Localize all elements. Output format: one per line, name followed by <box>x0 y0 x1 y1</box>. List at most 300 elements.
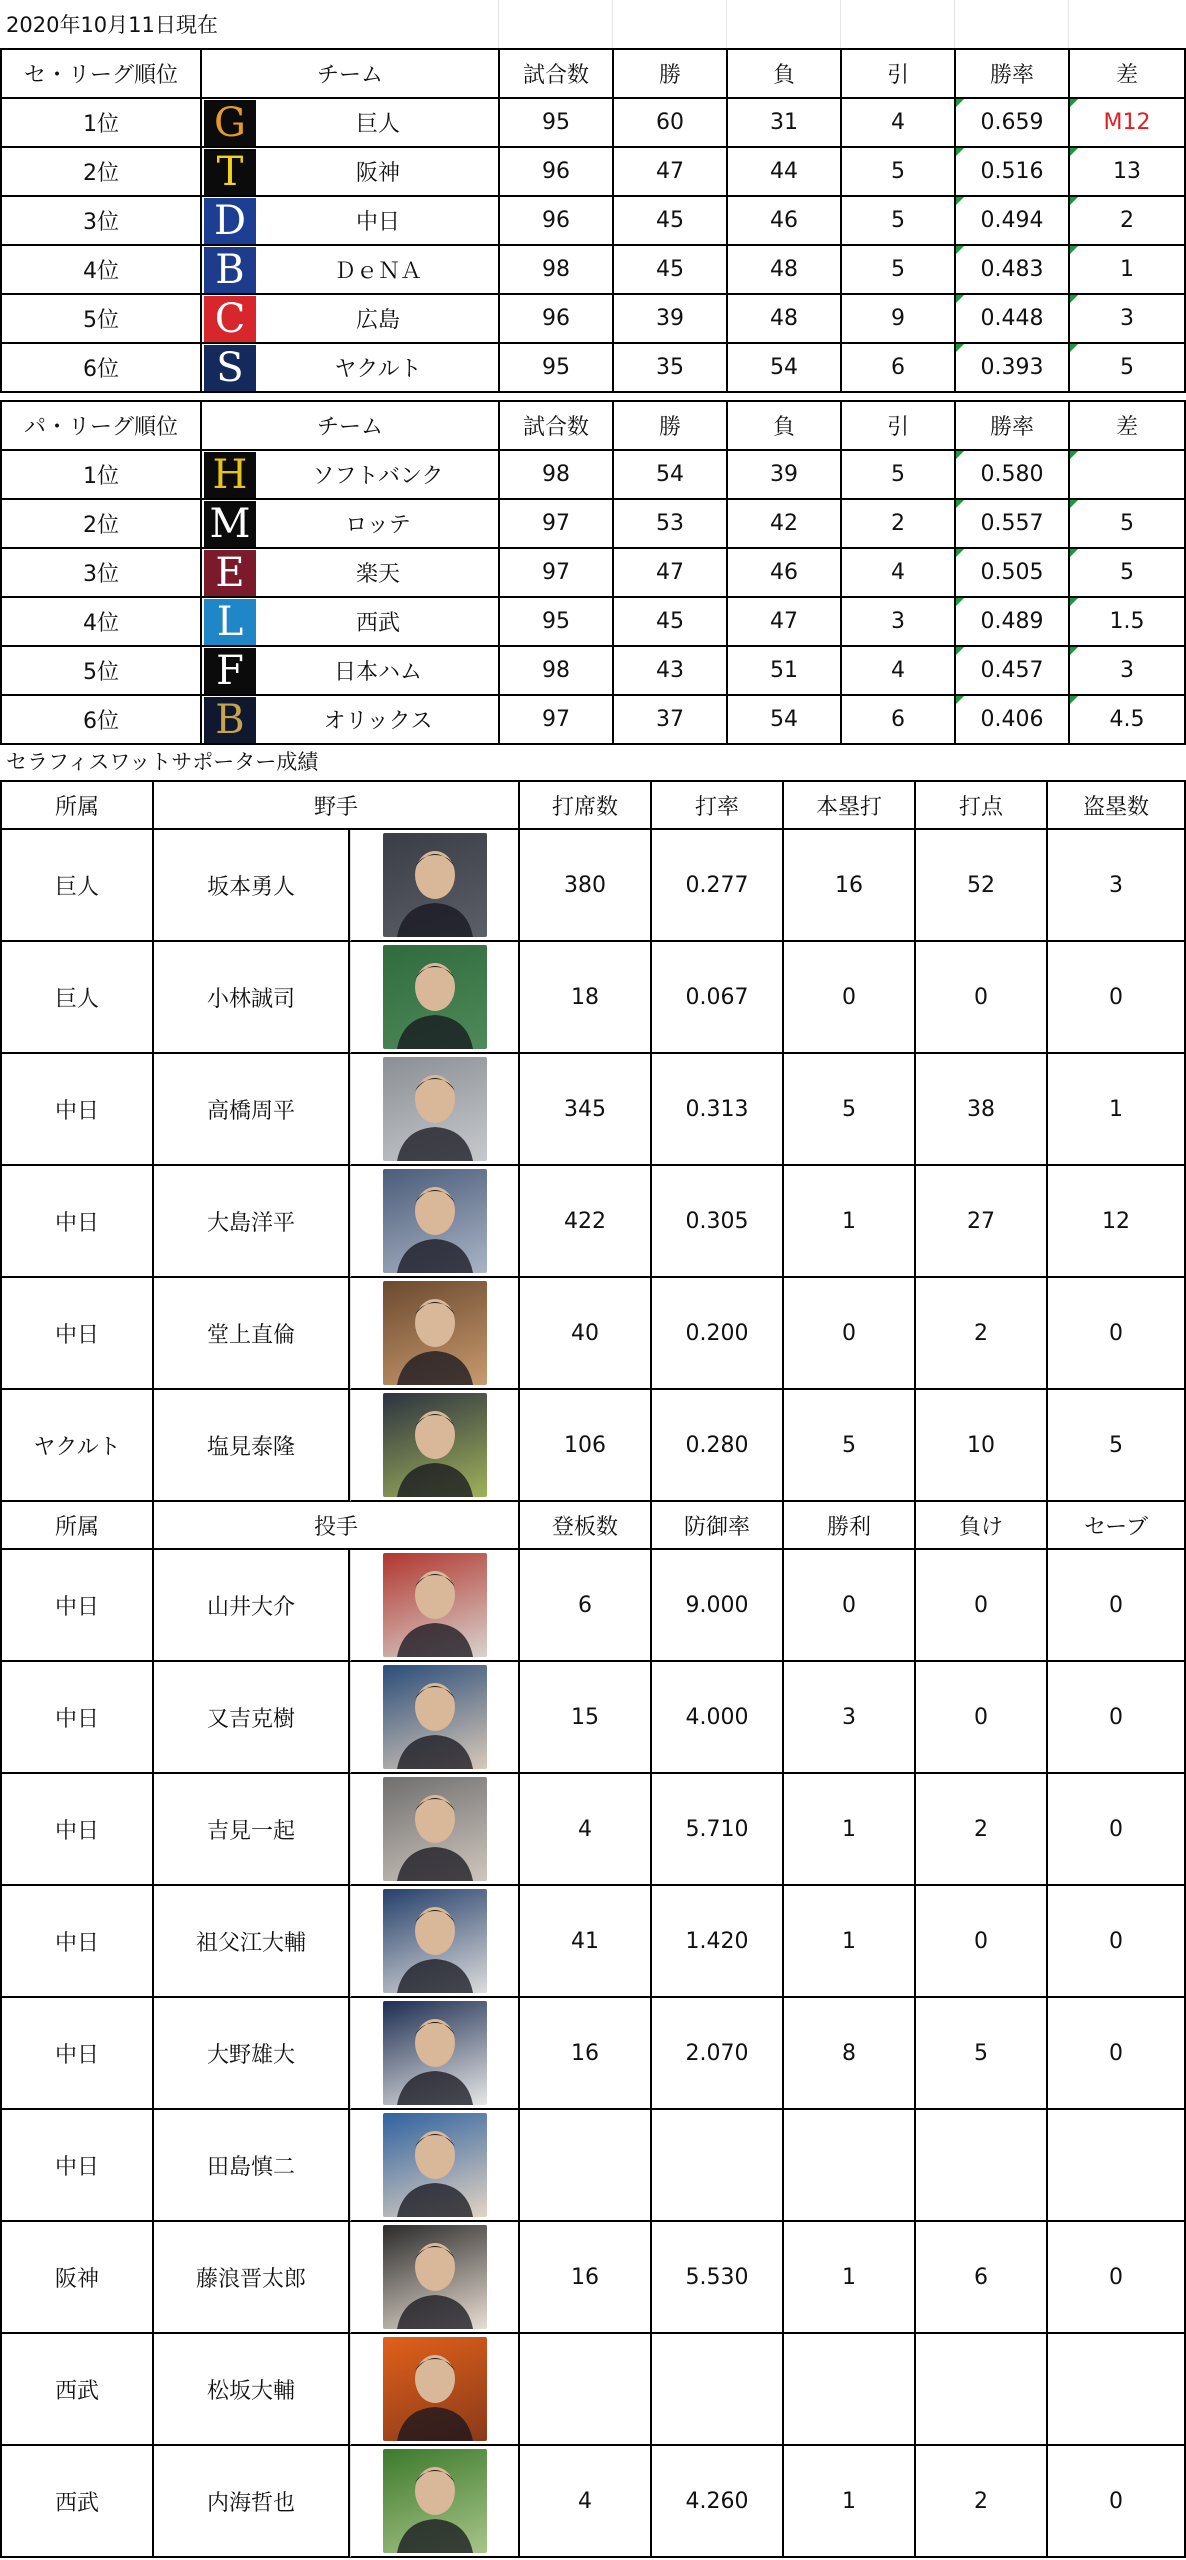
team-header: 所属 <box>2 1502 154 1550</box>
player-sb-cell: 3 <box>1048 830 1186 942</box>
standings-games-cell: 95 <box>500 344 614 393</box>
standings-rank-cell: 6位 <box>2 696 202 745</box>
standings-games-cell: 95 <box>500 598 614 647</box>
standings-rank-cell: 6位 <box>2 344 202 393</box>
player-photo <box>383 2337 487 2441</box>
player-era-cell: 9.000 <box>652 1550 784 1662</box>
standings-team-cell: ソフトバンク <box>202 451 500 500</box>
player-avg-cell: 0.313 <box>652 1054 784 1166</box>
player-photo <box>383 2449 487 2553</box>
player-g-cell: 16 <box>520 2222 652 2334</box>
player-w-cell <box>784 2334 916 2446</box>
player-photo-cell <box>350 2222 520 2334</box>
cell-marker-icon <box>956 451 964 459</box>
player-hr-cell: 1 <box>784 1166 916 1278</box>
pa-header: 打席数 <box>520 782 652 830</box>
player-silhouette-icon <box>383 2225 487 2329</box>
team-logo-icon: D <box>204 198 256 244</box>
pct-header: 勝率 <box>956 402 1070 451</box>
player-team-cell: 中日 <box>2 1278 154 1390</box>
cell-marker-icon <box>1070 647 1078 655</box>
cell-marker-icon <box>1070 696 1078 704</box>
player-team-cell: 阪神 <box>2 2222 154 2334</box>
divider <box>498 0 499 48</box>
standings-loss-cell: 46 <box>728 549 842 598</box>
standings-games-cell: 98 <box>500 246 614 295</box>
standings-win-cell: 37 <box>614 696 728 745</box>
standings-pct-cell: 0.557 <box>956 500 1070 549</box>
standings-draw-cell: 2 <box>842 500 956 549</box>
standings-gb-cell: M12 <box>1070 99 1186 148</box>
date-header: 2020年10月11日現在 <box>6 13 218 37</box>
loss-header: 負 <box>728 402 842 451</box>
player-silhouette-icon <box>383 1169 487 1273</box>
player-team-cell: ヤクルト <box>2 1390 154 1502</box>
player-photo-cell <box>350 1886 520 1998</box>
draw-header: 引 <box>842 402 956 451</box>
rbi-header: 打点 <box>916 782 1048 830</box>
player-name-cell: 田島慎二 <box>154 2110 350 2222</box>
player-hr-cell: 5 <box>784 1054 916 1166</box>
team-logo-icon: B <box>204 247 256 293</box>
wins-header: 勝利 <box>784 1502 916 1550</box>
hr-header: 本塁打 <box>784 782 916 830</box>
standings-win-cell: 60 <box>614 99 728 148</box>
standings-rank-cell: 3位 <box>2 549 202 598</box>
cell-marker-icon <box>956 99 964 107</box>
player-team-cell: 西武 <box>2 2446 154 2558</box>
player-pa-cell: 40 <box>520 1278 652 1390</box>
player-team-cell: 中日 <box>2 1550 154 1662</box>
player-l-cell: 0 <box>916 1886 1048 1998</box>
player-team-cell: 西武 <box>2 2334 154 2446</box>
player-silhouette-icon <box>383 2113 487 2217</box>
player-hr-cell: 0 <box>784 942 916 1054</box>
rank-header: セ・リーグ順位 <box>2 50 202 99</box>
standings-pct-cell: 0.448 <box>956 295 1070 344</box>
player-g-cell <box>520 2110 652 2222</box>
standings-gb-cell: 1.5 <box>1070 598 1186 647</box>
gb-header: 差 <box>1070 402 1186 451</box>
cell-marker-icon <box>956 246 964 254</box>
player-silhouette-icon <box>383 2337 487 2441</box>
player-g-cell <box>520 2334 652 2446</box>
player-name-cell: 又吉克樹 <box>154 1662 350 1774</box>
cell-marker-icon <box>956 295 964 303</box>
standings-team-cell: ＤｅＮＡ <box>202 246 500 295</box>
batters-stats-table <box>0 780 1186 2558</box>
player-avg-cell: 0.305 <box>652 1166 784 1278</box>
standings-team-cell: 日本ハム <box>202 647 500 696</box>
standings-win-cell: 53 <box>614 500 728 549</box>
standings-gb-cell: 5 <box>1070 344 1186 393</box>
player-photo-cell <box>350 1774 520 1886</box>
cell-marker-icon <box>1070 451 1078 459</box>
standings-rank-cell: 5位 <box>2 295 202 344</box>
team-logo-icon: G <box>204 100 256 146</box>
player-sb-cell: 5 <box>1048 1390 1186 1502</box>
divider <box>612 0 613 48</box>
win-header: 勝 <box>614 402 728 451</box>
player-name-cell: 藤浪晋太郎 <box>154 2222 350 2334</box>
standings-draw-cell: 5 <box>842 246 956 295</box>
standings-win-cell: 54 <box>614 451 728 500</box>
player-name-cell: 山井大介 <box>154 1550 350 1662</box>
player-photo-cell <box>350 2446 520 2558</box>
player-photo <box>383 1393 487 1497</box>
player-name-cell: 吉見一起 <box>154 1774 350 1886</box>
standings-loss-cell: 39 <box>728 451 842 500</box>
cell-marker-icon <box>1070 246 1078 254</box>
player-photo <box>383 1281 487 1385</box>
team-logo-icon: H <box>204 452 256 498</box>
player-team-cell: 中日 <box>2 1774 154 1886</box>
standings-pct-cell: 0.457 <box>956 647 1070 696</box>
standings-gb-cell: 2 <box>1070 197 1186 246</box>
player-hr-cell: 5 <box>784 1390 916 1502</box>
cell-marker-icon <box>1070 598 1078 606</box>
standings-draw-cell: 6 <box>842 696 956 745</box>
standings-draw-cell: 5 <box>842 197 956 246</box>
sb-header: 盗塁数 <box>1048 782 1186 830</box>
standings-draw-cell: 5 <box>842 451 956 500</box>
team-logo-icon: S <box>204 345 256 391</box>
standings-gb-cell: 3 <box>1070 647 1186 696</box>
player-era-cell: 2.070 <box>652 1998 784 2110</box>
player-sv-cell: 0 <box>1048 1774 1186 1886</box>
standings-pct-cell: 0.505 <box>956 549 1070 598</box>
games-header: 試合数 <box>500 402 614 451</box>
player-pa-cell: 380 <box>520 830 652 942</box>
standings-pct-cell: 0.393 <box>956 344 1070 393</box>
player-photo <box>383 2001 487 2105</box>
standings-loss-cell: 31 <box>728 99 842 148</box>
standings-gb-cell: 5 <box>1070 500 1186 549</box>
player-rbi-cell: 52 <box>916 830 1048 942</box>
player-w-cell: 1 <box>784 2222 916 2334</box>
standings-rank-cell: 5位 <box>2 647 202 696</box>
standings-pct-cell: 0.406 <box>956 696 1070 745</box>
standings-pct-cell: 0.483 <box>956 246 1070 295</box>
standings-games-cell: 96 <box>500 148 614 197</box>
player-photo-cell <box>350 1390 520 1502</box>
standings-games-cell: 96 <box>500 295 614 344</box>
cell-marker-icon <box>1070 500 1078 508</box>
player-photo <box>383 1057 487 1161</box>
standings-draw-cell: 3 <box>842 598 956 647</box>
player-rbi-cell: 0 <box>916 942 1048 1054</box>
player-l-cell <box>916 2110 1048 2222</box>
era-header: 防御率 <box>652 1502 784 1550</box>
cell-marker-icon <box>956 500 964 508</box>
player-sb-cell: 0 <box>1048 942 1186 1054</box>
standings-rank-cell: 2位 <box>2 500 202 549</box>
losses-header: 負け <box>916 1502 1048 1550</box>
standings-games-cell: 98 <box>500 647 614 696</box>
team-header: チーム <box>202 402 500 451</box>
player-era-cell: 4.260 <box>652 2446 784 2558</box>
cell-marker-icon <box>956 344 964 352</box>
cell-marker-icon <box>1070 295 1078 303</box>
cell-marker-icon <box>956 598 964 606</box>
player-silhouette-icon <box>383 1553 487 1657</box>
divider <box>726 0 727 48</box>
player-pa-cell: 345 <box>520 1054 652 1166</box>
player-w-cell: 3 <box>784 1662 916 1774</box>
standings-games-cell: 97 <box>500 696 614 745</box>
rank-header: パ・リーグ順位 <box>2 402 202 451</box>
player-w-cell: 1 <box>784 2446 916 2558</box>
standings-pct-cell: 0.516 <box>956 148 1070 197</box>
standings-rank-cell: 4位 <box>2 246 202 295</box>
player-era-cell: 1.420 <box>652 1886 784 1998</box>
player-name-cell: 小林誠司 <box>154 942 350 1054</box>
central-league-standings-table <box>0 48 1186 393</box>
player-photo <box>383 1665 487 1769</box>
player-name-cell: 坂本勇人 <box>154 830 350 942</box>
standings-team-cell: 広島 <box>202 295 500 344</box>
saves-header: セーブ <box>1048 1502 1186 1550</box>
player-rbi-cell: 10 <box>916 1390 1048 1502</box>
games-pitched-header: 登板数 <box>520 1502 652 1550</box>
batter-header: 野手 <box>154 782 520 830</box>
standings-pct-cell: 0.489 <box>956 598 1070 647</box>
player-w-cell: 0 <box>784 1550 916 1662</box>
standings-rank-cell: 4位 <box>2 598 202 647</box>
player-rbi-cell: 2 <box>916 1278 1048 1390</box>
standings-pct-cell: 0.494 <box>956 197 1070 246</box>
standings-win-cell: 47 <box>614 148 728 197</box>
standings-gb-cell: 3 <box>1070 295 1186 344</box>
player-avg-cell: 0.277 <box>652 830 784 942</box>
player-pa-cell: 18 <box>520 942 652 1054</box>
standings-loss-cell: 54 <box>728 344 842 393</box>
player-silhouette-icon <box>383 2449 487 2553</box>
player-name-cell: 堂上直倫 <box>154 1278 350 1390</box>
cell-marker-icon <box>956 647 964 655</box>
player-era-cell: 5.710 <box>652 1774 784 1886</box>
standings-team-cell: 西武 <box>202 598 500 647</box>
team-header: チーム <box>202 50 500 99</box>
player-sv-cell <box>1048 2110 1186 2222</box>
standings-gb-cell: 1 <box>1070 246 1186 295</box>
player-w-cell <box>784 2110 916 2222</box>
player-photo <box>383 1553 487 1657</box>
player-sv-cell: 0 <box>1048 2222 1186 2334</box>
standings-games-cell: 98 <box>500 451 614 500</box>
standings-games-cell: 97 <box>500 500 614 549</box>
player-sb-cell: 1 <box>1048 1054 1186 1166</box>
standings-loss-cell: 47 <box>728 598 842 647</box>
player-sv-cell: 0 <box>1048 1998 1186 2110</box>
player-sv-cell <box>1048 2334 1186 2446</box>
cell-marker-icon <box>956 696 964 704</box>
standings-team-cell: 中日 <box>202 197 500 246</box>
player-rbi-cell: 27 <box>916 1166 1048 1278</box>
player-photo-cell <box>350 2334 520 2446</box>
pacific-league-standings-table <box>0 400 1186 745</box>
standings-draw-cell: 4 <box>842 99 956 148</box>
standings-pct-cell: 0.580 <box>956 451 1070 500</box>
player-sv-cell: 0 <box>1048 1550 1186 1662</box>
player-silhouette-icon <box>383 2001 487 2105</box>
standings-games-cell: 96 <box>500 197 614 246</box>
player-silhouette-icon <box>383 945 487 1049</box>
player-photo <box>383 2225 487 2329</box>
player-era-cell <box>652 2110 784 2222</box>
standings-win-cell: 45 <box>614 246 728 295</box>
player-avg-cell: 0.067 <box>652 942 784 1054</box>
standings-win-cell: 39 <box>614 295 728 344</box>
standings-gb-cell <box>1070 451 1186 500</box>
player-era-cell: 4.000 <box>652 1662 784 1774</box>
player-name-cell: 大野雄大 <box>154 1998 350 2110</box>
divider <box>954 0 955 48</box>
standings-pct-cell: 0.659 <box>956 99 1070 148</box>
divider <box>840 0 841 48</box>
cell-marker-icon <box>1070 344 1078 352</box>
player-g-cell: 15 <box>520 1662 652 1774</box>
player-photo-cell <box>350 1662 520 1774</box>
player-team-cell: 巨人 <box>2 942 154 1054</box>
player-team-cell: 中日 <box>2 1662 154 1774</box>
player-name-cell: 大島洋平 <box>154 1166 350 1278</box>
player-l-cell: 2 <box>916 2446 1048 2558</box>
player-hr-cell: 16 <box>784 830 916 942</box>
player-team-cell: 中日 <box>2 1886 154 1998</box>
player-photo-cell <box>350 830 520 942</box>
player-era-cell: 5.530 <box>652 2222 784 2334</box>
player-name-cell: 塩見泰隆 <box>154 1390 350 1502</box>
cell-marker-icon <box>1070 197 1078 205</box>
standings-draw-cell: 6 <box>842 344 956 393</box>
player-g-cell: 4 <box>520 2446 652 2558</box>
cell-marker-icon <box>956 148 964 156</box>
player-name-cell: 松坂大輔 <box>154 2334 350 2446</box>
team-header: 所属 <box>2 782 154 830</box>
player-l-cell: 6 <box>916 2222 1048 2334</box>
player-photo-cell <box>350 1166 520 1278</box>
player-team-cell: 巨人 <box>2 830 154 942</box>
player-photo <box>383 1889 487 1993</box>
player-w-cell: 8 <box>784 1998 916 2110</box>
player-avg-cell: 0.200 <box>652 1278 784 1390</box>
player-avg-cell: 0.280 <box>652 1390 784 1502</box>
loss-header: 負 <box>728 50 842 99</box>
player-photo-cell <box>350 1998 520 2110</box>
standings-rank-cell: 2位 <box>2 148 202 197</box>
win-header: 勝 <box>614 50 728 99</box>
player-team-cell: 中日 <box>2 1166 154 1278</box>
player-l-cell <box>916 2334 1048 2446</box>
player-l-cell: 0 <box>916 1550 1048 1662</box>
standings-team-cell: 楽天 <box>202 549 500 598</box>
player-sv-cell: 0 <box>1048 2446 1186 2558</box>
player-photo-cell <box>350 942 520 1054</box>
date-header-row <box>0 0 1186 48</box>
standings-gb-cell: 4.5 <box>1070 696 1186 745</box>
standings-team-cell: オリックス <box>202 696 500 745</box>
player-silhouette-icon <box>383 1057 487 1161</box>
player-l-cell: 0 <box>916 1662 1048 1774</box>
standings-rank-cell: 3位 <box>2 197 202 246</box>
standings-games-cell: 95 <box>500 99 614 148</box>
player-name-cell: 高橋周平 <box>154 1054 350 1166</box>
cell-marker-icon <box>1070 99 1078 107</box>
team-logo-icon: M <box>204 501 256 547</box>
player-photo-cell <box>350 1278 520 1390</box>
standings-games-cell: 97 <box>500 549 614 598</box>
player-era-cell <box>652 2334 784 2446</box>
player-silhouette-icon <box>383 1777 487 1881</box>
avg-header: 打率 <box>652 782 784 830</box>
pct-header: 勝率 <box>956 50 1070 99</box>
player-g-cell: 4 <box>520 1774 652 1886</box>
standings-loss-cell: 44 <box>728 148 842 197</box>
player-w-cell: 1 <box>784 1886 916 1998</box>
player-photo-cell <box>350 2110 520 2222</box>
player-silhouette-icon <box>383 1889 487 1993</box>
standings-gb-cell: 13 <box>1070 148 1186 197</box>
divider <box>1068 0 1069 48</box>
standings-gb-cell: 5 <box>1070 549 1186 598</box>
team-logo-icon: C <box>204 296 256 342</box>
player-silhouette-icon <box>383 1665 487 1769</box>
player-sb-cell: 0 <box>1048 1278 1186 1390</box>
standings-loss-cell: 48 <box>728 295 842 344</box>
team-logo-icon: T <box>204 149 256 195</box>
draw-header: 引 <box>842 50 956 99</box>
standings-rank-cell: 1位 <box>2 451 202 500</box>
player-photo <box>383 2113 487 2217</box>
standings-team-cell: 阪神 <box>202 148 500 197</box>
cell-marker-icon <box>956 197 964 205</box>
standings-loss-cell: 42 <box>728 500 842 549</box>
player-silhouette-icon <box>383 833 487 937</box>
player-g-cell: 6 <box>520 1550 652 1662</box>
standings-draw-cell: 4 <box>842 549 956 598</box>
standings-win-cell: 35 <box>614 344 728 393</box>
supporters-title: セラフィスワットサポーター成績 <box>6 750 319 774</box>
player-team-cell: 中日 <box>2 2110 154 2222</box>
player-rbi-cell: 38 <box>916 1054 1048 1166</box>
team-logo-icon: E <box>204 550 256 596</box>
player-silhouette-icon <box>383 1393 487 1497</box>
standings-team-cell: ロッテ <box>202 500 500 549</box>
team-logo-icon: L <box>204 599 256 645</box>
player-sv-cell: 0 <box>1048 1886 1186 1998</box>
pitcher-header: 投手 <box>154 1502 520 1550</box>
player-name-cell: 祖父江大輔 <box>154 1886 350 1998</box>
player-w-cell: 1 <box>784 1774 916 1886</box>
standings-draw-cell: 9 <box>842 295 956 344</box>
player-photo-cell <box>350 1054 520 1166</box>
player-sv-cell: 0 <box>1048 1662 1186 1774</box>
team-logo-icon: B <box>204 697 256 743</box>
standings-team-cell: ヤクルト <box>202 344 500 393</box>
standings-loss-cell: 54 <box>728 696 842 745</box>
player-hr-cell: 0 <box>784 1278 916 1390</box>
player-photo <box>383 833 487 937</box>
cell-marker-icon <box>956 549 964 557</box>
player-silhouette-icon <box>383 1281 487 1385</box>
standings-rank-cell: 1位 <box>2 99 202 148</box>
player-sb-cell: 12 <box>1048 1166 1186 1278</box>
player-photo <box>383 1169 487 1273</box>
player-pa-cell: 422 <box>520 1166 652 1278</box>
standings-win-cell: 45 <box>614 598 728 647</box>
player-g-cell: 41 <box>520 1886 652 1998</box>
